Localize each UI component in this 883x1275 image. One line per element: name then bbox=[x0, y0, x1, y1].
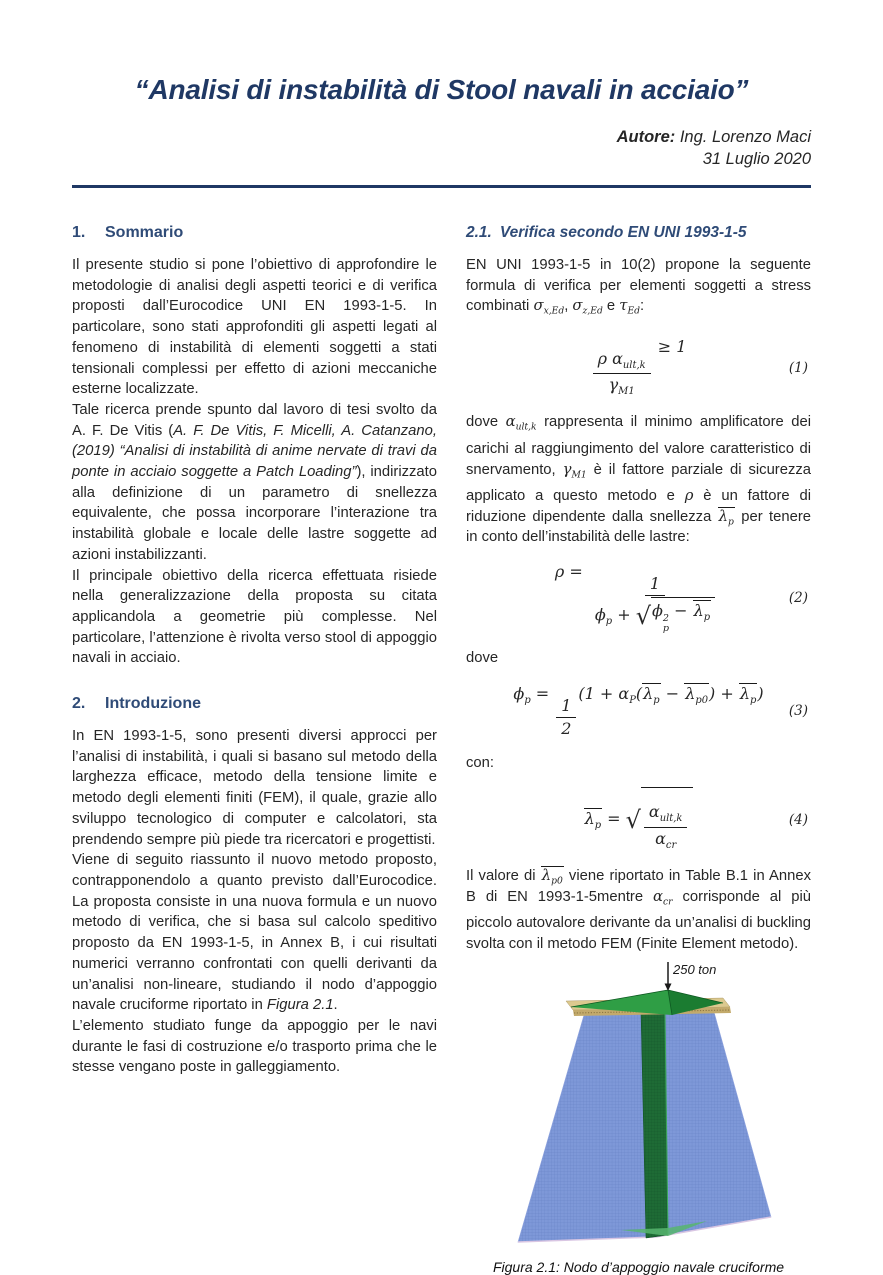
section-title: Sommario bbox=[105, 224, 184, 241]
formula-tag: (2) bbox=[788, 589, 808, 606]
text-segment: ≥ 1 bbox=[652, 336, 687, 356]
text-segment: A. F. De Vitis, F. Micelli, A. Catanzano, (2019) “Analisi di instabilità di anime nervate di travi da ponte in acciaio soggette a Patch Loading” bbox=[72, 422, 437, 481]
connector-text: dove bbox=[466, 649, 499, 666]
text-segment bbox=[644, 802, 688, 852]
text-segment: √ ϕ 2 p − $\lambda_p$ bbox=[636, 597, 715, 634]
connector-text: con: bbox=[466, 754, 494, 771]
text-segment: dove bbox=[466, 414, 506, 431]
formula-body bbox=[584, 787, 694, 852]
text-segment: p bbox=[594, 820, 602, 832]
text-segment: γ bbox=[562, 460, 572, 478]
text-segment bbox=[556, 696, 576, 739]
text-segment: ϕ bbox=[513, 683, 525, 703]
text-segment: ( bbox=[635, 683, 643, 703]
text-segment: α bbox=[505, 413, 516, 431]
text-segment: Figura 2.1 bbox=[266, 997, 334, 1014]
text-segment: ϕ bbox=[594, 604, 606, 624]
section-title: Introduzione bbox=[105, 695, 201, 713]
formula-4 bbox=[466, 787, 811, 852]
section-title: Verifica secondo EN UNI 1993-1-5 bbox=[499, 224, 747, 241]
text-segment: ρ = bbox=[554, 562, 588, 582]
text-segment: ρ bbox=[684, 486, 694, 504]
text-segment: Viene di seguito riassunto il nuovo metodo proposto, contrapponendolo a quanto previsto dall’Eurocodice. La proposta consiste in una nuova formula e un nuovo metodo di verifica, che si basa sul calcolo speditivo proposto da EN 1993-1-5, in Annex B, i cui risultati numerici verranno confrontati con quelli derivanti da un’analisi non-lineare, studiando il nodo d’appoggio navale cruciforme riportato in bbox=[72, 852, 437, 1014]
paragraph bbox=[466, 866, 811, 955]
date-line: 31 Luglio 2020 bbox=[702, 150, 811, 168]
text-segment: + bbox=[612, 604, 636, 624]
text-segment: σ bbox=[533, 297, 544, 315]
text-segment: ρ α bbox=[597, 348, 623, 368]
formula-body bbox=[555, 562, 722, 634]
text-segment: ult,k bbox=[659, 813, 683, 825]
text-segment: per tenere in conto dell’instabilità delle lastre: bbox=[466, 508, 811, 546]
text-segment: (1 + α bbox=[578, 683, 630, 703]
author-line bbox=[72, 126, 811, 148]
text-segment: ult,k bbox=[515, 422, 537, 434]
section-heading-verifica bbox=[466, 224, 811, 242]
text-segment: − bbox=[669, 601, 693, 621]
section-number: 2.1. bbox=[466, 224, 492, 241]
fem-model-image bbox=[471, 957, 807, 1253]
text-segment: viene riportato in Table B.1 in Annex B di EN 1993-1-5mentre bbox=[466, 868, 811, 905]
text-segment: x,Ed bbox=[543, 306, 565, 318]
text-segment: 1 bbox=[561, 695, 572, 715]
text-segment: γ bbox=[608, 375, 619, 395]
text-segment bbox=[642, 683, 660, 707]
text-segment: τ bbox=[619, 297, 628, 315]
text-segment bbox=[684, 683, 709, 707]
text-segment: = bbox=[530, 683, 555, 703]
paragraph bbox=[72, 1016, 437, 1078]
formula-tag: (1) bbox=[788, 359, 808, 376]
text-segment: p bbox=[728, 516, 734, 528]
text-segment: 2 bbox=[561, 718, 572, 738]
page-title: “Analisi di instabilità di Stool navali in acciaio” bbox=[134, 74, 749, 105]
text-segment: p0 bbox=[551, 875, 563, 887]
text-segment: Il presente studio si pone l’obiettivo di approfondire le metodologie di analisi degli aspetti teorici e di verifica proposti dall’Eurocodice UNI EN 1993-1-5. In particolare, sono stati approfonditi gli aspetti legati al fenomeno di instabilità di elementi soggetti a stati tensionali complessi per effetto di azioni meccaniche esterne localizzate. bbox=[72, 257, 437, 398]
text-segment: α bbox=[648, 802, 660, 822]
text-segment: p bbox=[653, 694, 660, 706]
text-segment: P bbox=[629, 694, 636, 706]
text-segment: rappresenta il minimo amplificatore dei carichi al raggiungimento del valore caratteristico di snervamento, bbox=[466, 414, 811, 478]
page-content bbox=[72, 0, 811, 1275]
text-segment: cr bbox=[663, 896, 673, 908]
load-label: 250 ton bbox=[672, 961, 716, 977]
text-segment: λ bbox=[541, 867, 552, 885]
text-segment bbox=[593, 349, 651, 399]
author-label: Autore: bbox=[616, 128, 676, 146]
text-segment: p0 bbox=[695, 694, 709, 706]
text-segment: EN UNI 1993-1-5 in 10(2) propone la seguente formula di verifica per elementi soggetti a stress combinati bbox=[466, 257, 811, 315]
paragraph bbox=[466, 255, 811, 323]
text-segment: λ bbox=[685, 683, 696, 703]
text-segment: 1 bbox=[649, 574, 661, 594]
text-segment bbox=[584, 808, 602, 832]
text-segment bbox=[590, 574, 720, 634]
formula-3 bbox=[466, 683, 811, 739]
text-segment: p bbox=[524, 694, 531, 706]
formula-1 bbox=[466, 337, 811, 399]
text-segment: M1 bbox=[618, 386, 635, 398]
text-segment: p bbox=[605, 615, 613, 627]
text-segment: è un fattore di riduzione dipendente dalla snellezza bbox=[466, 487, 811, 525]
text-segment bbox=[718, 507, 735, 528]
text-segment: λ bbox=[718, 507, 729, 525]
section-heading-introduzione bbox=[72, 695, 437, 713]
text-segment: ϕ bbox=[651, 601, 663, 621]
text-segment: λ bbox=[643, 683, 654, 703]
text-segment: è il fattore parziale di sicurezza applicato a questo metodo e bbox=[466, 461, 811, 504]
text-segment: L’elemento studiato funge da appoggio per le navi durante le fasi di costruzione e/o trasporto prima che le stesse vengano poste in galleggiamento. bbox=[72, 1017, 437, 1076]
text-segment: Tale ricerca prende spunto dal lavoro di tesi svolto da A. F. De Vitis ( bbox=[72, 401, 437, 439]
text-segment: ult,k bbox=[622, 359, 646, 371]
formula-tag: (3) bbox=[788, 702, 808, 719]
text-segment: ), indirizzato alla definizione di un parametro di snellezza equivalente, che possa incorporare l’interazione tra instabilità globale e locale delle lastre soggette ad azioni instabilizzanti. bbox=[72, 464, 437, 563]
text-segment: Ed bbox=[627, 306, 640, 318]
paragraph bbox=[466, 412, 811, 548]
text-segment: = bbox=[602, 809, 626, 829]
text-segment: λ bbox=[584, 809, 595, 829]
text-segment bbox=[739, 683, 757, 707]
text-segment: Il principale obiettivo della ricerca effettuata risiede nella generalizzazione della proposta su citata applicandola a geometrie più complesse. Nel particolare, l’attenzione è rivolta verso stool di appoggio navali in acciaio. bbox=[72, 567, 437, 667]
text-segment: M1 bbox=[571, 469, 587, 481]
text-segment: z,Ed bbox=[582, 306, 603, 318]
two-column-layout bbox=[72, 218, 811, 1275]
text-segment: √ $\frac{\alpha_{ult,k}}{\alpha_{cr}}$ bbox=[626, 787, 694, 852]
text-segment: p bbox=[749, 694, 757, 706]
text-segment: σ bbox=[572, 297, 583, 315]
text-segment: ) bbox=[757, 683, 764, 703]
text-segment: λ bbox=[739, 683, 750, 703]
author-block bbox=[72, 126, 811, 170]
formula-2 bbox=[466, 562, 811, 634]
text-segment: : bbox=[640, 298, 645, 315]
text-segment: λ bbox=[693, 601, 704, 621]
paragraph bbox=[72, 726, 437, 850]
text-segment: , bbox=[564, 298, 573, 315]
text-segment: cr bbox=[665, 839, 677, 851]
text-segment: In EN 1993-1-5, sono presenti diversi approcci per l’analisi di instabilità, i quali si basano sul metodo della larghezza efficace, metodo della tensione limite e metodo degli elementi finiti (FEM), il quale, grazie allo sviluppo tecnologico di computer e calcolatori, sta prendendo sempre più piede tra ricercatori e progettisti. bbox=[72, 728, 437, 848]
figure-caption: Figura 2.1: Nodo d’appoggio navale cruciforme bbox=[492, 1258, 785, 1275]
right-column bbox=[466, 218, 811, 1275]
text-segment: ) + bbox=[709, 683, 739, 703]
text-segment: e bbox=[602, 298, 620, 315]
text-segment bbox=[693, 600, 711, 624]
figure-2-1 bbox=[466, 957, 811, 1275]
formula-body bbox=[591, 337, 687, 399]
section-number: 2. bbox=[72, 695, 86, 713]
text-segment: α bbox=[653, 887, 664, 905]
text-segment: α bbox=[655, 828, 666, 848]
text-segment: − bbox=[660, 683, 685, 703]
divider-rule bbox=[72, 185, 811, 188]
text-segment bbox=[541, 866, 564, 887]
paragraph bbox=[72, 255, 437, 400]
text-segment: 2 p bbox=[662, 612, 670, 634]
paragraph bbox=[72, 400, 437, 566]
left-column bbox=[72, 218, 437, 1275]
author-name: Ing. Lorenzo Maci bbox=[679, 128, 811, 146]
formula-body bbox=[513, 683, 763, 739]
section-heading-sommario bbox=[72, 224, 437, 242]
paragraph bbox=[72, 850, 437, 1016]
paragraph bbox=[72, 566, 437, 670]
section-number: 1. bbox=[72, 224, 86, 241]
text-segment: corrisponde al più piccolo autovalore derivante da un’analisi di buckling svolta con il metodo FEM (Finite Element metodo). bbox=[466, 888, 811, 952]
text-segment: p bbox=[703, 611, 711, 623]
formula-tag: (4) bbox=[788, 811, 808, 828]
text-segment: Il valore di bbox=[466, 868, 541, 885]
text-segment: . bbox=[333, 997, 338, 1014]
load-arrow bbox=[664, 962, 671, 991]
